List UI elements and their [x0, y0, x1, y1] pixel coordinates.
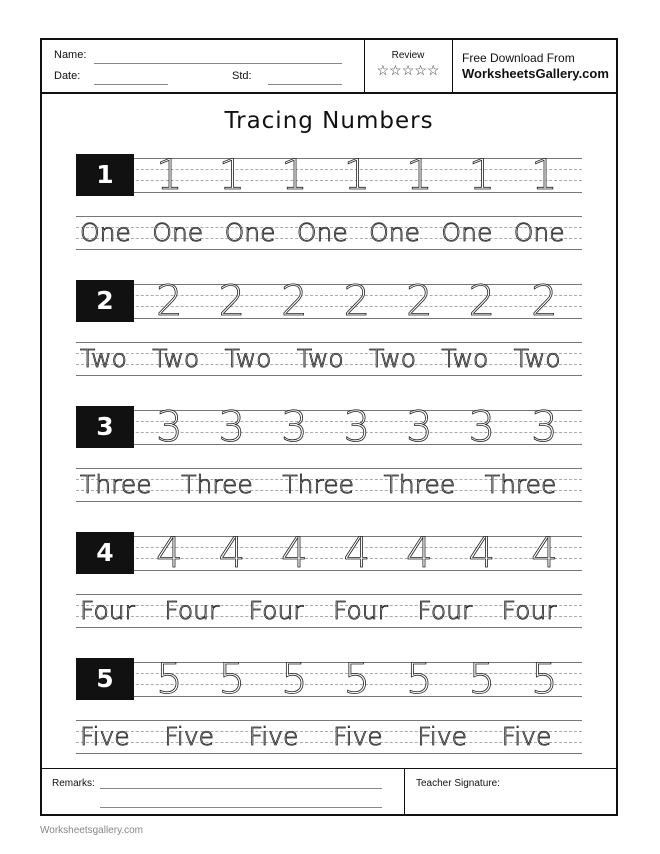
digit-trace: 2	[281, 276, 308, 325]
word-trace: Four	[248, 596, 304, 625]
digit-trace: 3	[218, 402, 246, 451]
word-trace: Two	[513, 344, 561, 373]
word-trace: Four	[333, 596, 388, 625]
digit-trace-line	[76, 528, 582, 577]
word-trace: Four	[80, 596, 135, 625]
word-trace: One	[152, 218, 204, 247]
word-trace: Three	[484, 470, 557, 499]
word-trace: Five	[164, 722, 215, 751]
digit-trace: 5	[343, 654, 371, 703]
worksheet-footer	[42, 768, 616, 815]
number-box: 1	[76, 154, 134, 196]
digit-trace: 2	[156, 276, 183, 325]
word-trace-line	[76, 594, 582, 634]
digit-trace: 4	[218, 528, 246, 577]
download-text: Free Download From	[462, 51, 575, 65]
student-info-section	[42, 40, 365, 92]
digit-trace: 2	[468, 276, 496, 325]
digit-trace: 4	[468, 528, 496, 577]
digit-trace: 5	[531, 654, 558, 703]
date-label: Date:	[54, 70, 81, 82]
digit-trace: 4	[343, 528, 371, 577]
word-trace: Five	[80, 722, 130, 751]
digit-trace: 5	[406, 654, 433, 703]
word-trace: Five	[501, 722, 552, 751]
word-trace-line	[76, 216, 582, 256]
word-trace-line	[76, 342, 582, 382]
guide-line	[76, 192, 582, 193]
word-trace: One	[513, 218, 565, 247]
guide-line	[76, 318, 582, 319]
word-trace: Three	[80, 470, 152, 499]
digit-trace: 2	[218, 276, 246, 325]
digit-trace: 1	[343, 150, 371, 199]
page-title: Tracing Numbers	[224, 108, 434, 134]
word-trace: Three	[181, 470, 253, 499]
site-credit: Worksheetsgallery.com	[40, 825, 143, 836]
date-field[interactable]	[94, 84, 168, 85]
signature-label: Teacher Signature:	[416, 778, 500, 789]
digit-trace: 1	[281, 150, 308, 199]
guide-line	[76, 410, 582, 411]
digit-trace: 5	[156, 654, 183, 703]
digit-trace: 1	[156, 150, 183, 199]
digit-trace: 5	[468, 654, 496, 703]
word-trace: Three	[282, 470, 354, 499]
guide-line	[76, 295, 582, 296]
digit-trace: 4	[281, 528, 308, 577]
digit-trace: 2	[406, 276, 433, 325]
word-trace: Two	[152, 344, 200, 373]
download-section	[452, 40, 616, 92]
number-box: 3	[76, 406, 134, 448]
digit-trace: 1	[218, 150, 246, 199]
word-trace: Two	[224, 344, 272, 373]
word-trace: Five	[417, 722, 468, 751]
digit-trace: 3	[406, 402, 433, 451]
digit-trace: 3	[281, 402, 308, 451]
word-trace: Four	[501, 596, 557, 625]
digit-trace: 3	[156, 402, 183, 451]
guide-line	[76, 547, 582, 548]
guide-line	[76, 169, 582, 170]
guide-line	[76, 570, 582, 571]
digit-trace: 5	[218, 654, 246, 703]
word-trace: Five	[333, 722, 383, 751]
digit-trace: 3	[531, 402, 558, 451]
digit-trace: 1	[406, 150, 433, 199]
signature-section	[404, 769, 616, 815]
guide-line	[76, 536, 582, 537]
name-field[interactable]	[94, 63, 342, 64]
number-box: 4	[76, 532, 134, 574]
word-trace-line	[76, 720, 582, 760]
digit-trace: 3	[468, 402, 496, 451]
worksheet	[40, 38, 618, 816]
remarks-line-1[interactable]	[100, 788, 382, 789]
word-trace: Two	[296, 344, 344, 373]
guide-line	[76, 421, 582, 422]
guide-line	[76, 306, 582, 307]
digit-trace: 4	[156, 528, 183, 577]
guide-line	[76, 662, 582, 663]
guide-line	[76, 673, 582, 674]
digit-trace: 2	[531, 276, 558, 325]
guide-line	[76, 180, 582, 181]
download-site: WorksheetsGallery.com	[462, 66, 609, 81]
word-trace: Five	[248, 722, 299, 751]
word-trace: Three	[383, 470, 456, 499]
review-label: Review	[391, 50, 425, 61]
word-trace: One	[441, 218, 493, 247]
std-field[interactable]	[268, 84, 342, 85]
digit-trace: 4	[531, 528, 558, 577]
word-trace: Two	[441, 344, 489, 373]
word-trace-line	[76, 468, 582, 508]
name-label: Name:	[54, 49, 87, 61]
guide-line	[76, 444, 582, 445]
digit-trace: 2	[343, 276, 371, 325]
guide-line	[76, 558, 582, 559]
word-trace: Four	[417, 596, 473, 625]
word-trace: Two	[80, 344, 127, 373]
digit-trace-line	[76, 654, 582, 703]
word-trace: One	[80, 218, 131, 247]
worksheet-header	[42, 40, 616, 94]
remarks-section	[42, 769, 405, 815]
digit-trace: 3	[343, 402, 371, 451]
remarks-line-2[interactable]	[100, 807, 382, 808]
word-trace: Two	[369, 344, 417, 373]
digit-trace: 1	[531, 150, 558, 199]
remarks-label: Remarks:	[52, 778, 95, 789]
digit-trace: 5	[281, 654, 308, 703]
digit-trace-line	[76, 402, 582, 451]
guide-line	[76, 158, 582, 159]
guide-line	[76, 284, 582, 285]
digit-trace-line	[76, 276, 582, 325]
word-trace: One	[224, 218, 276, 247]
number-box: 5	[76, 658, 134, 700]
digit-trace: 1	[468, 150, 496, 199]
review-stars[interactable]: ☆☆☆☆☆	[376, 62, 440, 78]
word-trace: One	[369, 218, 421, 247]
guide-line	[76, 432, 582, 433]
std-label: Std:	[232, 70, 252, 82]
guide-line	[76, 684, 582, 685]
digit-trace-line	[76, 150, 582, 199]
word-trace: One	[296, 218, 348, 247]
word-trace: Four	[164, 596, 220, 625]
guide-line	[76, 696, 582, 697]
review-section	[364, 40, 453, 92]
number-box: 2	[76, 280, 134, 322]
digit-trace: 4	[406, 528, 433, 577]
